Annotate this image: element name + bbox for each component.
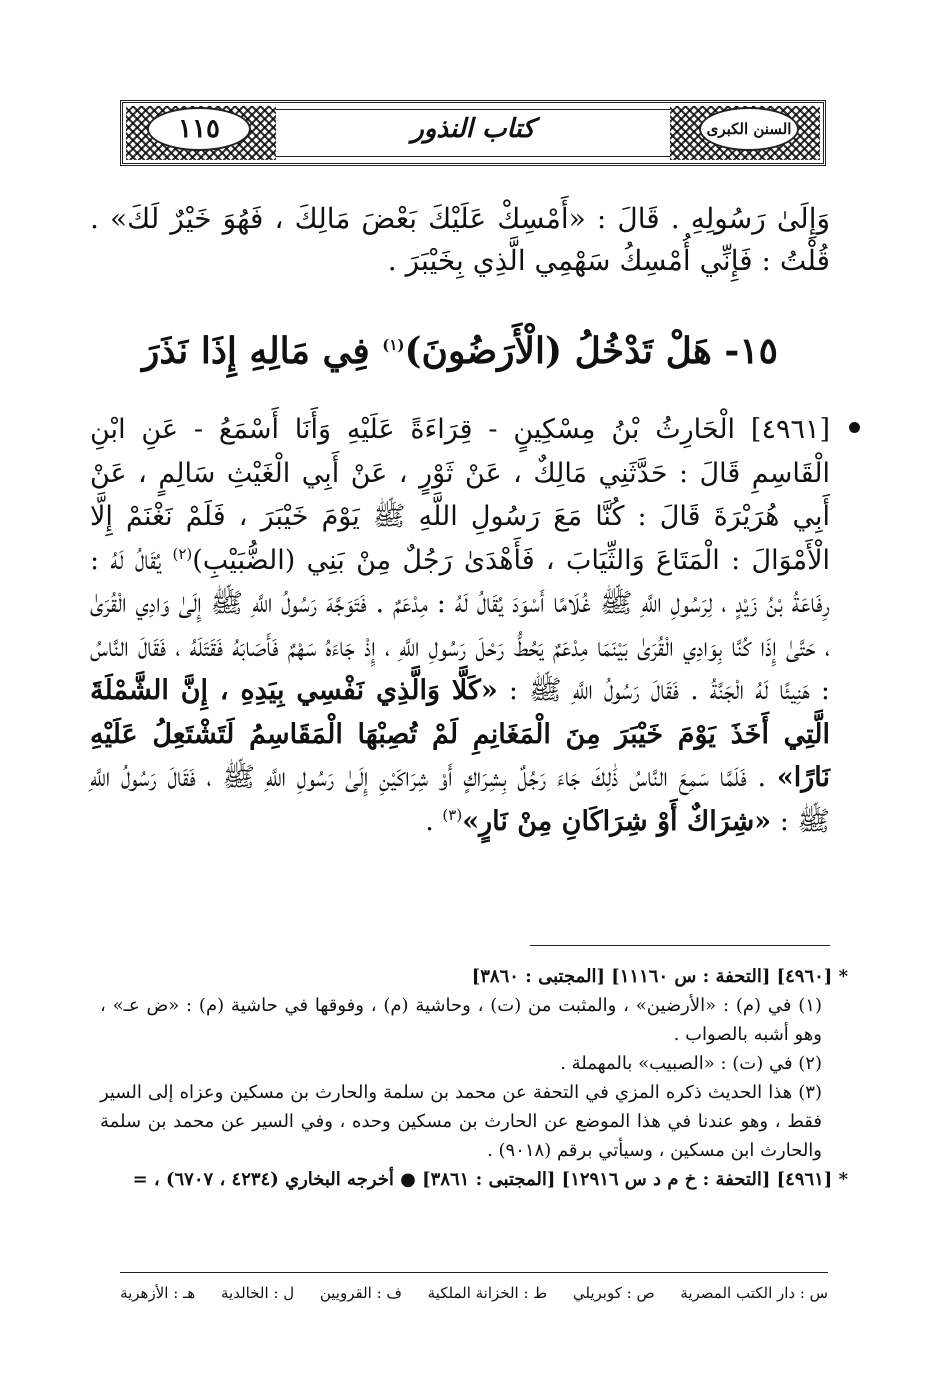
footnotes — [100, 962, 848, 1194]
footnote-marker-3: (٣) — [442, 805, 463, 824]
footnote-marker-1: (١) — [382, 336, 405, 354]
prophetic-saying-1: «كَلَّا وَالَّذِي نَفْسِي بِيَدِهِ ، إِنَّ الشَّمْلَةَ الَّتِي أَخَذَ يَوْمَ خَيْبَرَ مِنَ الْمَغَانِمِ لَمْ تُصِبْهَا الْمَقَاسِمُ لَتَشْتَعِلُ عَلَيْهِ نَارًا» — [90, 675, 830, 793]
footnote-2: (٢) في (ت) : «الصبيب» بالمهملة . — [560, 1053, 822, 1074]
page-number: ١١٥ — [147, 107, 251, 151]
footnote-1: (١) في (م) : «الأرضين» ، والمثبت من (ت) ، وحاشية (م) ، وفوقها في حاشية (م) : «ض عـ» ، وهو أشبه بالصواب . — [100, 995, 822, 1045]
hadith-text-2: يُقَالُ لَهُ : رِفَاعَةُ بْنُ زَيْدٍ ، لِرَسُولِ اللَّهِ ﷺ غُلَامًا أَسْوَدَ يُقَالُ لَهُ : مِدْعَمٌ . فَتَوَجَّهَ رَسُولُ اللَّهِ ﷺ إِلَىٰ وَادِي الْقُرَىٰ ، حَتَّىٰ إِذَا كُنَّا بِوَادِي الْقُرَىٰ بَيْنَمَا مِدْعَمٌ يَحُطُّ رَحْلَ رَسُولِ اللَّهِ ، إِذْ جَاءَهُ سَهْمٌ فَأَصَابَهُ فَقَتَلَهُ ، فَقَالَ النَّاسُ : هَنِيئًا لَهُ الْجَنَّةُ . فَقَالَ رَسُولُ اللَّهِ ﷺ : — [90, 544, 830, 706]
hadith-text-1: [٤٩٦١] الْحَارِثُ بْنُ مِسْكِينٍ - قِرَاءَةً عَلَيْهِ وَأَنَا أَسْمَعُ - عَنِ ابْنِ الْقَاسِمِ قَالَ : حَدَّثَنِي مَالِكٌ ، عَنْ ثَوْرٍ ، عَنْ أَبِي الْغَيْثِ سَالِمٍ ، عَنْ أَبِي هُرَيْرَةَ قَالَ : كُنَّا مَعَ رَسُولِ اللَّهِ ﷺ يَوْمَ خَيْبَرَ ، فَلَمْ نَغْنَمْ إِلَّا الْأَمْوَالَ : الْمَتَاعَ وَالثِّيَابَ ، فَأَهْدَىٰ رَجُلٌ مِنْ بَنِي (الضُّبَيْبِ) — [90, 414, 830, 576]
section-title-part1: ١٥- هَلْ تَدْخُلُ (الْأَرَضُونَ) — [404, 330, 778, 372]
footnote-3: (٣) هذا الحديث ذكره المزي في التحفة عن محمد بن سلمة والحارث بن مسكين وعزاه إلى السير فقط ، وهو عندنا في هذا الموضع عن الحارث بن مسكين وحده ، وفي السير عن محمد بن سلمة والحارث ابن مسكين ، وسيأتي برقم (٩٠١٨) . — [100, 1082, 822, 1161]
logo-medallion: السنن الكبرى — [699, 107, 799, 151]
reference-4960: * [٤٩٦٠] [التحفة : س ١١١٦٠] [المجتبى : ٣٨٦٠] — [471, 966, 848, 987]
footnote-divider — [530, 945, 830, 946]
legend-divider — [120, 1272, 828, 1273]
section-title-part2: فِي مَالِهِ إِذَا نَذَرَ — [142, 330, 383, 372]
hadith-text-4: . — [425, 805, 443, 837]
legend-item: ط : الخزانة الملكية — [427, 1284, 548, 1302]
manuscript-legend — [120, 1284, 828, 1302]
legend-item: ص : كوبريلي — [572, 1284, 655, 1302]
legend-item: ل : الخالدية — [221, 1284, 295, 1302]
hadith-4961 — [90, 408, 830, 843]
footnote-marker-2: (٢) — [172, 544, 193, 563]
legend-item: س : دار الكتب المصرية — [680, 1284, 828, 1302]
legend-item: هـ : الأزهرية — [120, 1284, 196, 1302]
hadith-text-3: . فَلَمَّا سَمِعَ النَّاسُ ذَٰلِكَ جَاءَ رَجُلٌ بِشِرَاكٍ أَوْ شِرَاكَيْنِ إِلَىٰ رَسُولِ اللَّهِ ﷺ ، فَقَالَ رَسُولُ اللَّهِ ﷺ : — [90, 762, 830, 837]
continuation-text: وَإِلَىٰ رَسُولِهِ . قَالَ : «أَمْسِكْ عَلَيْكَ بَعْضَ مَالِكَ ، فَهُوَ خَيْرٌ لَكَ» . قُلْتُ : فَإِنِّي أُمْسِكُ سَهْمِي الَّذِي بِخَيْبَرَ . — [90, 202, 830, 277]
reference-4961: * [٤٩٦١] [التحفة : خ م د س ١٢٩١٦] [المجتبى : ٣٨٦١] ● أخرجه البخاري (٤٢٣٤ ، ٦٧٠٧) ، = — [132, 1169, 848, 1190]
book-title: كتاب النذور — [411, 114, 535, 144]
section-heading — [90, 330, 830, 390]
prophetic-saying-2: «شِرَاكٌ أَوْ شِرَاكَانِ مِنْ نَارٍ» — [462, 805, 772, 837]
bullet-icon — [849, 422, 860, 433]
legend-item: ف : القرويين — [319, 1284, 402, 1302]
page-header — [120, 100, 826, 166]
